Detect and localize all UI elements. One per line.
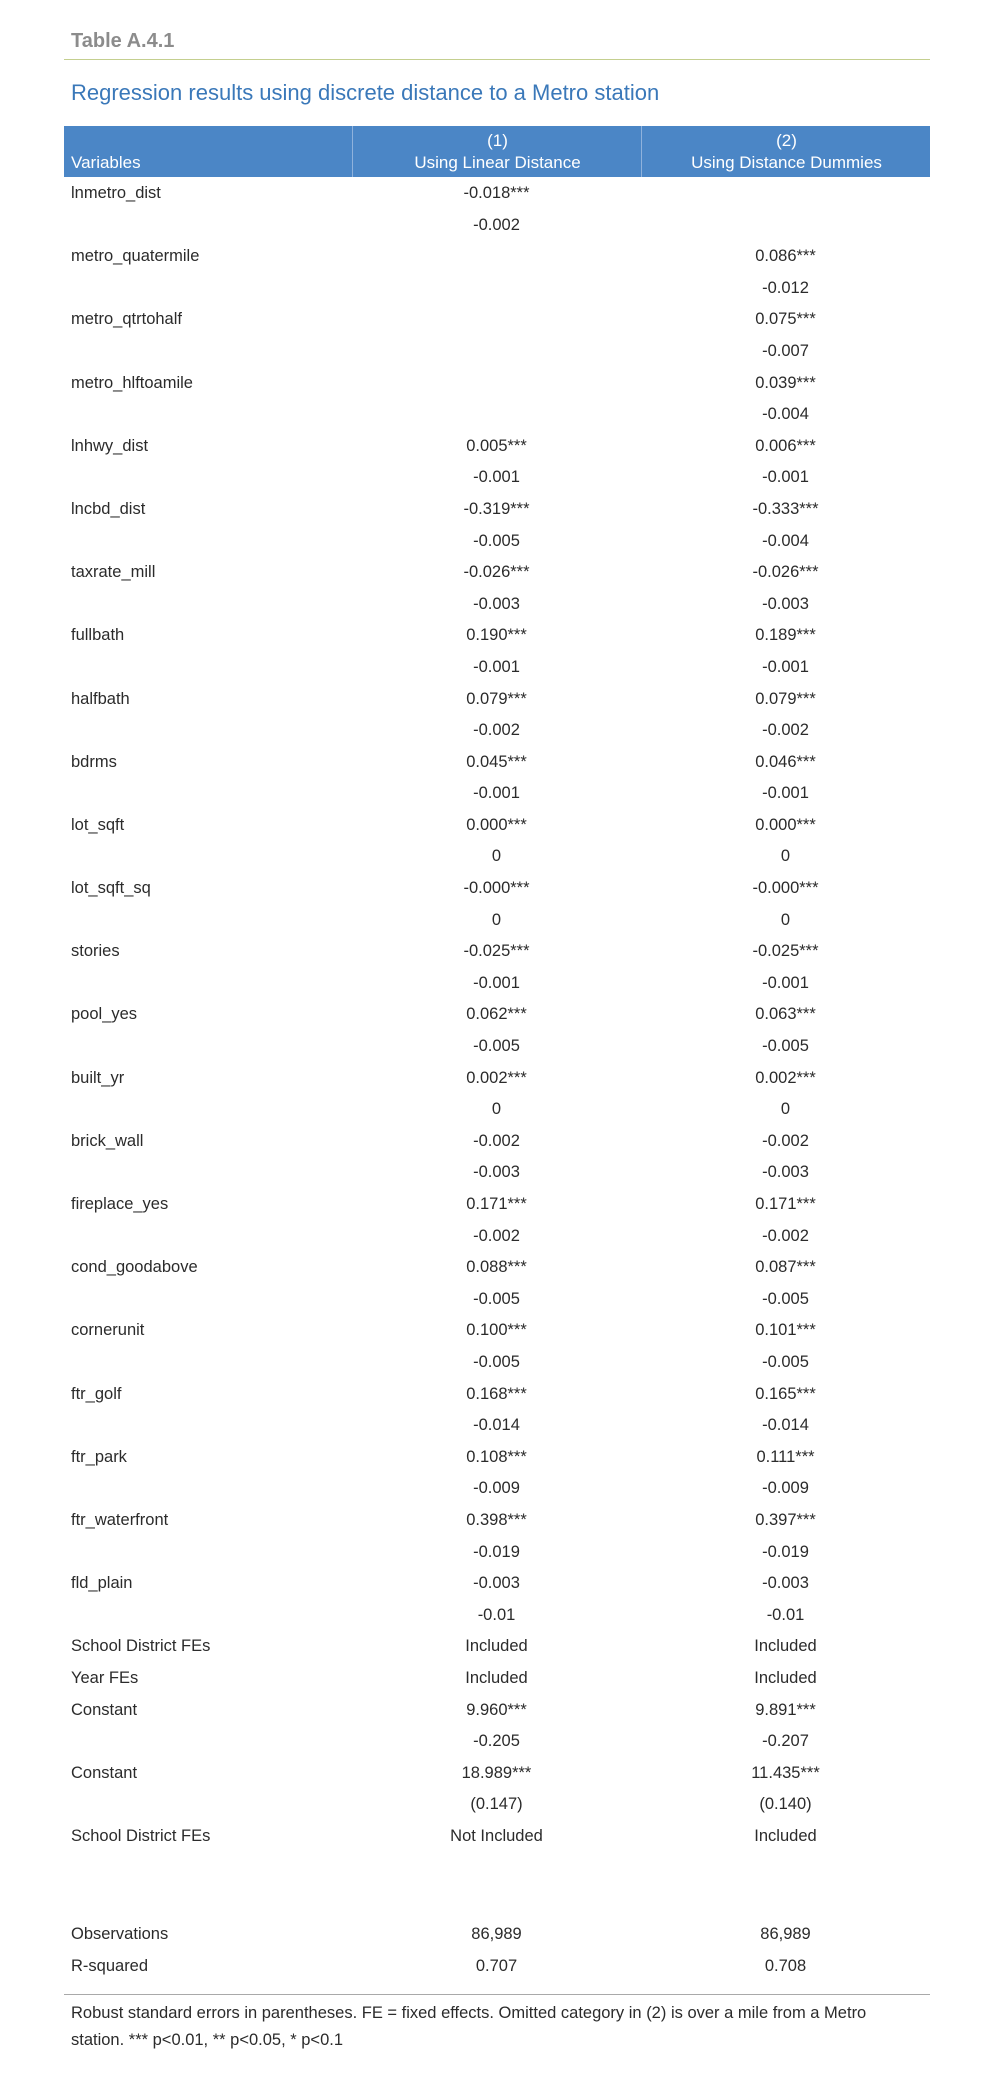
row-variable: cornerunit xyxy=(71,1321,145,1340)
row-col2-value: 0.046*** xyxy=(755,752,816,771)
row-col1-value: 0.707 xyxy=(475,1956,518,1975)
row-col2-value: -0.026*** xyxy=(752,563,819,582)
row-col2-value: -0.009 xyxy=(762,1479,809,1498)
table-row xyxy=(64,1951,930,1983)
header-col1-label: Using Linear Distance xyxy=(414,153,581,172)
table-row xyxy=(64,1094,930,1126)
row-variable: halfbath xyxy=(71,689,130,708)
row-col1-value: 0.398*** xyxy=(466,1510,527,1529)
row-col2-value: 0.079*** xyxy=(755,689,816,708)
table-row xyxy=(64,715,930,747)
table-row xyxy=(64,1726,930,1758)
table-row xyxy=(64,304,930,336)
row-col2-value: -0.007 xyxy=(762,341,809,360)
row-col1-value: -0.018*** xyxy=(463,184,530,202)
row-col1-value: Not Included xyxy=(450,1826,543,1845)
row-variable: Constant xyxy=(71,1763,138,1782)
row-col2-value: 0.039*** xyxy=(755,373,816,392)
label-divider xyxy=(64,59,930,60)
row-col1-value: 0.079*** xyxy=(466,689,527,708)
row-col1-value: -0.002 xyxy=(473,1226,520,1245)
row-col1-value: -0.026*** xyxy=(463,563,530,582)
table-label: Table A.4.1 xyxy=(71,30,175,52)
row-variable: R-squared xyxy=(71,1956,149,1975)
row-col1-value: 18.989*** xyxy=(461,1763,532,1782)
row-variable: lot_sqft_sq xyxy=(71,879,151,898)
row-col2-value: -0.003 xyxy=(762,1163,809,1182)
table-row xyxy=(64,873,930,905)
row-col1-value: 86,989 xyxy=(471,1925,522,1943)
row-col2-value: -0.001 xyxy=(762,657,809,676)
row-col2-value: -0.001 xyxy=(762,784,809,803)
table-row xyxy=(64,431,930,463)
row-col2-value: 0.101*** xyxy=(755,1321,816,1340)
row-col1-value: -0.003 xyxy=(473,594,520,613)
row-col1-value: -0.01 xyxy=(477,1605,516,1624)
table-row xyxy=(64,462,930,494)
row-variable: Year FEs xyxy=(71,1668,139,1687)
row-col1-value: -0.003 xyxy=(473,1163,520,1182)
row-col2-value: 0.075*** xyxy=(755,310,816,329)
row-col1-value: 0 xyxy=(491,910,502,929)
row-col1-value: 0.002*** xyxy=(466,1068,527,1087)
table-row xyxy=(64,1442,930,1474)
table-row xyxy=(64,620,930,652)
row-col2-value: 0.006*** xyxy=(755,436,816,455)
row-variable: metro_qtrtohalf xyxy=(71,310,182,329)
table-row xyxy=(64,1315,930,1347)
header-variables: Variables xyxy=(71,153,141,172)
row-variable: taxrate_mill xyxy=(71,563,156,582)
row-col2-value: -0.003 xyxy=(762,594,809,613)
table-body xyxy=(64,178,930,1852)
table-stats xyxy=(64,1919,930,1982)
row-col2-value: 0.000*** xyxy=(755,815,816,834)
row-col1-value: Included xyxy=(465,1668,528,1687)
row-col2-value: -0.001 xyxy=(762,468,809,487)
row-col2-value: 0.111*** xyxy=(756,1447,815,1466)
row-col1-value: 0 xyxy=(491,1100,502,1119)
row-col2-value: -0.333*** xyxy=(752,499,819,518)
row-col2-value: -0.025*** xyxy=(752,942,819,961)
row-col1-value: -0.005 xyxy=(473,1289,520,1308)
row-col2-value: -0.004 xyxy=(762,405,809,424)
row-variable: lncbd_dist xyxy=(71,499,146,518)
row-col1-value: -0.005 xyxy=(473,531,520,550)
table-row xyxy=(64,1919,930,1951)
row-col1-value: -0.001 xyxy=(473,657,520,676)
table-row xyxy=(64,999,930,1031)
row-variable: cond_goodabove xyxy=(71,1258,198,1277)
table-row xyxy=(64,1284,930,1316)
table-row xyxy=(64,1126,930,1158)
row-col1-value: 0.005*** xyxy=(466,436,527,455)
row-col1-value: -0.014 xyxy=(473,1416,520,1435)
header-col2-label: Using Distance Dummies xyxy=(691,153,882,172)
table-row xyxy=(64,241,930,273)
row-col2-value: 0.002*** xyxy=(755,1068,816,1087)
row-col2-value: -0.001 xyxy=(762,973,809,992)
table-row xyxy=(64,747,930,779)
table-row xyxy=(64,178,930,210)
row-col1-value: -0.009 xyxy=(473,1479,520,1498)
row-col1-value: 0.000*** xyxy=(466,815,527,834)
row-col2-value: 0 xyxy=(780,910,791,929)
table-row xyxy=(64,1695,930,1727)
row-col1-value: -0.001 xyxy=(473,468,520,487)
row-variable: School District FEs xyxy=(71,1637,211,1656)
row-variable: stories xyxy=(71,942,120,961)
row-col2-value: Included xyxy=(754,1826,817,1845)
row-col1-value: -0.001 xyxy=(473,784,520,803)
row-variable: School District FEs xyxy=(71,1826,211,1845)
row-col2-value: (0.140) xyxy=(759,1795,812,1814)
row-col1-value: 0.088*** xyxy=(466,1258,527,1277)
row-col2-value: -0.207 xyxy=(762,1732,809,1751)
row-variable: lnhwy_dist xyxy=(71,436,149,455)
header-variables-cell xyxy=(64,126,352,177)
table-row xyxy=(64,1537,930,1569)
row-col1-value: -0.005 xyxy=(473,1352,520,1371)
row-col2-value: 0.063*** xyxy=(755,1005,816,1024)
table-row xyxy=(64,905,930,937)
table-row xyxy=(64,810,930,842)
row-col1-value: -0.003 xyxy=(473,1574,520,1593)
row-col2-value: -0.000*** xyxy=(752,879,819,898)
row-variable: ftr_golf xyxy=(71,1384,122,1403)
table-row xyxy=(64,1663,930,1695)
table-row xyxy=(64,336,930,368)
row-variable: fireplace_yes xyxy=(71,1195,169,1213)
header-col2-cell xyxy=(641,126,931,177)
row-col2-value: -0.004 xyxy=(762,531,809,550)
row-col2-value: 11.435*** xyxy=(751,1763,820,1782)
row-col1-value: 0.045*** xyxy=(466,752,527,771)
row-variable: bdrms xyxy=(71,752,117,771)
row-col2-value: 0.165*** xyxy=(755,1384,816,1403)
table-row xyxy=(64,273,930,305)
row-col2-value: 9.891*** xyxy=(755,1700,816,1719)
row-col2-value: -0.005 xyxy=(762,1289,809,1308)
row-col2-value: 0.087*** xyxy=(755,1258,816,1277)
table-row xyxy=(64,1063,930,1095)
row-col1-value: 0.108*** xyxy=(466,1447,527,1466)
table-row xyxy=(64,1758,930,1790)
table-row xyxy=(64,1189,930,1221)
row-col1-value: (0.147) xyxy=(470,1795,523,1814)
table-row xyxy=(64,557,930,589)
row-col2-value: -0.019 xyxy=(762,1542,809,1561)
footer-divider xyxy=(64,1994,930,1995)
row-col1-value: -0.001 xyxy=(473,973,520,992)
row-col1-value: Included xyxy=(465,1637,528,1656)
row-col1-value: -0.319*** xyxy=(463,499,530,518)
row-variable: fld_plain xyxy=(71,1574,133,1593)
row-variable: metro_quatermile xyxy=(71,247,200,266)
table-row xyxy=(64,1789,930,1821)
table-row xyxy=(64,1631,930,1663)
row-variable: fullbath xyxy=(71,626,125,645)
row-col1-value: -0.002 xyxy=(473,721,520,740)
header-col1-number: (1) xyxy=(487,131,508,150)
row-variable: pool_yes xyxy=(71,1005,138,1024)
table-row xyxy=(64,1031,930,1063)
row-col2-value: -0.01 xyxy=(766,1605,805,1624)
table-row xyxy=(64,778,930,810)
row-col2-value: 0.397*** xyxy=(755,1510,816,1529)
row-col1-value: -0.002 xyxy=(473,1131,520,1150)
row-col1-value: 0.062*** xyxy=(466,1005,527,1024)
table-row xyxy=(64,1252,930,1284)
row-variable: built_yr xyxy=(71,1068,125,1087)
table-row xyxy=(64,841,930,873)
table-row xyxy=(64,526,930,558)
table-row xyxy=(64,494,930,526)
row-col2-value: -0.005 xyxy=(762,1037,809,1056)
table-notes: Robust standard errors in parentheses. FE = fixed effects. Omitted category in (2) is over a mile from a Metro station. *** p<0.01, ** p<0.05, * p<0.1 xyxy=(71,2004,867,2049)
row-col1-value: -0.019 xyxy=(473,1542,520,1561)
row-col1-value: 0.168*** xyxy=(466,1384,527,1403)
row-col2-value: -0.005 xyxy=(762,1352,809,1371)
table-row xyxy=(64,399,930,431)
table-row xyxy=(64,1505,930,1537)
row-col2-value: -0.002 xyxy=(762,721,809,740)
row-col1-value: 0.190*** xyxy=(466,626,527,645)
row-col2-value: Included xyxy=(754,1637,817,1656)
row-col2-value: -0.003 xyxy=(762,1574,809,1593)
row-col2-value: 86,989 xyxy=(760,1925,811,1943)
table-row xyxy=(64,1410,930,1442)
row-variable: Observations xyxy=(71,1925,169,1943)
row-col1-value: 0.171*** xyxy=(466,1195,527,1213)
header-col2-number: (2) xyxy=(776,131,797,150)
row-col2-value: 0.708 xyxy=(764,1956,807,1975)
row-variable: lnmetro_dist xyxy=(71,184,161,202)
table-row xyxy=(64,652,930,684)
row-variable: brick_wall xyxy=(71,1131,144,1150)
table-row xyxy=(64,1347,930,1379)
row-col1-value: 0.100*** xyxy=(466,1321,527,1340)
table-row xyxy=(64,1568,930,1600)
table-row xyxy=(64,684,930,716)
row-col1-value: 9.960*** xyxy=(466,1700,527,1719)
table-row xyxy=(64,589,930,621)
table-row xyxy=(64,968,930,1000)
table-row xyxy=(64,1821,930,1853)
row-col1-value: -0.025*** xyxy=(463,942,530,961)
row-col1-value: -0.002 xyxy=(473,215,520,234)
row-variable: Constant xyxy=(71,1700,138,1719)
row-variable: ftr_park xyxy=(71,1447,127,1466)
row-col2-value: 0 xyxy=(780,847,791,866)
row-variable: lot_sqft xyxy=(71,815,125,834)
row-col1-value: -0.205 xyxy=(473,1732,520,1751)
table-row xyxy=(64,1600,930,1632)
table-row xyxy=(64,1473,930,1505)
row-col1-value: -0.005 xyxy=(473,1037,520,1056)
table-row xyxy=(64,210,930,242)
row-variable: ftr_waterfront xyxy=(71,1510,169,1529)
table-row xyxy=(64,936,930,968)
row-col2-value: -0.012 xyxy=(762,278,809,297)
table-row xyxy=(64,368,930,400)
row-col2-value: -0.014 xyxy=(762,1416,809,1435)
table-header xyxy=(64,126,930,177)
row-col1-value: -0.000*** xyxy=(463,879,530,898)
row-col2-value: Included xyxy=(754,1668,817,1687)
row-col2-value: 0.171*** xyxy=(755,1195,816,1213)
row-variable: metro_hlftoamile xyxy=(71,373,193,392)
row-col1-value: 0 xyxy=(491,847,502,866)
row-col2-value: 0 xyxy=(780,1100,791,1119)
table-title: Regression results using discrete distance to a Metro station xyxy=(71,80,660,105)
table-row xyxy=(64,1379,930,1411)
row-col2-value: 0.189*** xyxy=(755,626,816,645)
row-col2-value: -0.002 xyxy=(762,1131,809,1150)
row-col2-value: 0.086*** xyxy=(755,247,816,266)
header-col1-cell xyxy=(352,126,642,177)
table-row xyxy=(64,1221,930,1253)
table-row xyxy=(64,1157,930,1189)
row-col2-value: -0.002 xyxy=(762,1226,809,1245)
